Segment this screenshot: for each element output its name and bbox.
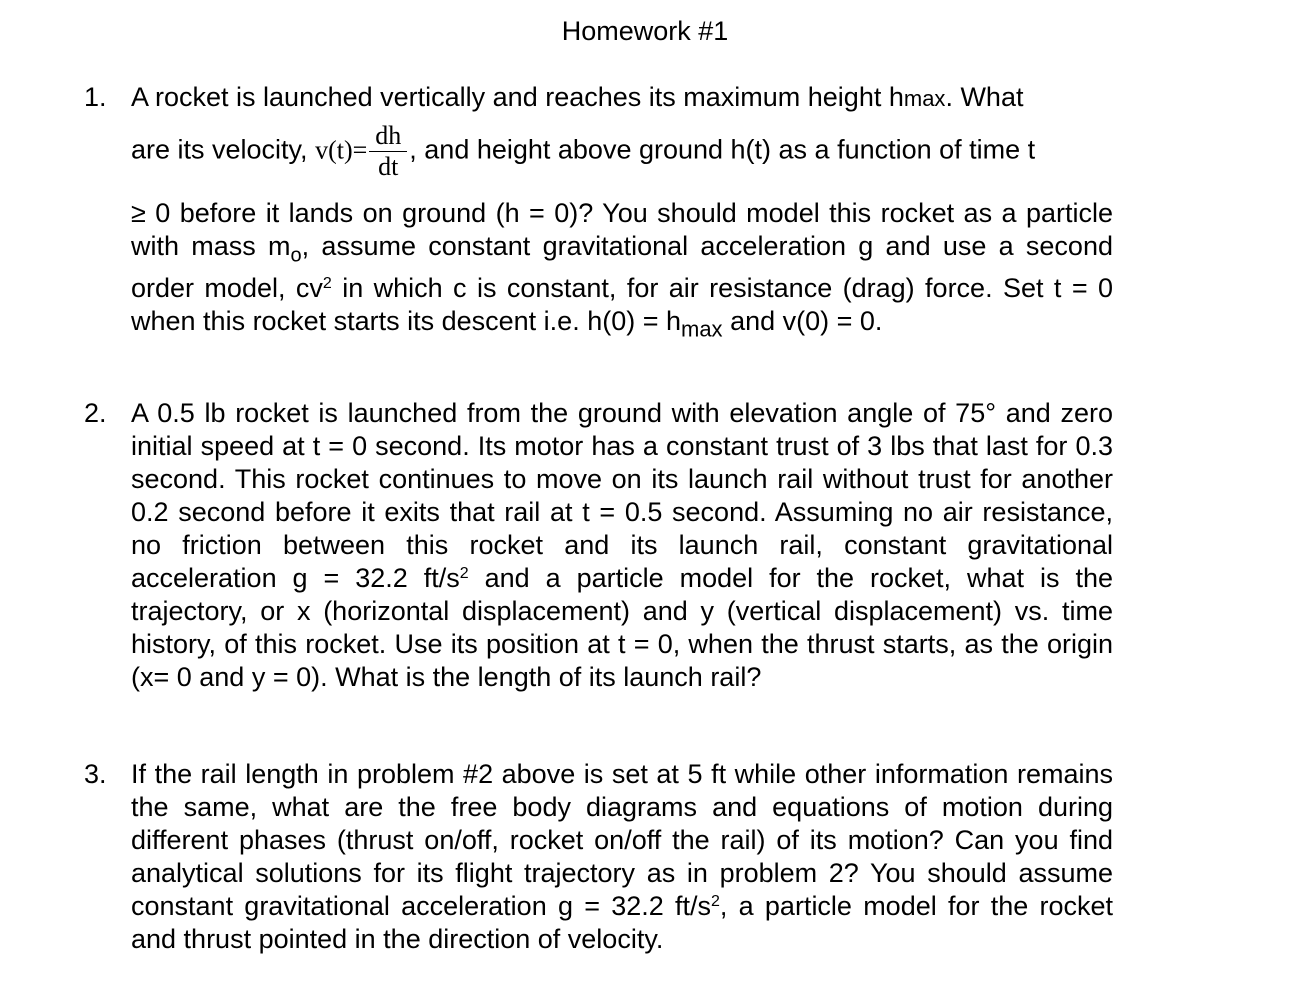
- page-title: Homework #1: [561, 16, 729, 46]
- problem-1-line-2: [131, 121, 1113, 182]
- problem-2-paragraph: [131, 397, 1113, 694]
- problem-1-line-1: [131, 81, 1113, 115]
- hmax-subscript: max: [903, 86, 946, 111]
- problem-1-text-b: , assume constant gravitational acceleration g and use a second order model, cv: [131, 231, 1113, 304]
- velocity-label: are its velocity,: [131, 134, 308, 165]
- problem-1-text-d: and v(0) = 0.: [722, 306, 883, 337]
- problem-1-text-height: , and height above ground h(t) as a function of time t: [409, 134, 1036, 165]
- fraction-numerator: dh: [369, 121, 407, 152]
- problem-2-text-b: and a particle model for the rocket, what is the trajectory, or x (horizontal displacement) and y (vertical displacement) vs. time history, of this rocket. Use its position at t = 0, when the thrust starts, as the origin (x= 0 and y = 0). What is the length of its launch rail?: [131, 563, 1113, 692]
- fraction-denominator: dt: [378, 152, 399, 181]
- problem-number: 1.: [84, 82, 107, 112]
- hmax-subscript-2: max: [681, 316, 723, 342]
- squared-superscript: 2: [459, 565, 469, 582]
- problem-1-text-start: A rocket is launched vertically and reaches its maximum height h: [131, 82, 904, 112]
- problem-1-text-what: . What: [945, 82, 1024, 112]
- problem-3-paragraph: [131, 758, 1113, 956]
- problem-3-text-a: If the rail length in problem #2 above is set at 5 ft while other information remains the same, what are the free body diagrams and equations of motion during different phases (thrust on/off, rocket on/off the rail) of its motion? Can you find analytical solutions for its flight trajectory as in problem 2? You should assume constant gravitational acceleration g = 32.2 ft/s: [131, 759, 1113, 921]
- velocity-formula: v(t)=: [315, 135, 368, 165]
- mass-subscript: o: [290, 244, 302, 267]
- squared-superscript: 2: [711, 893, 720, 910]
- problem-2-text-a: A 0.5 lb rocket is launched from the ground with elevation angle of 75° and zero initial speed at t = 0 second. Its motor has a constant trust of 3 lbs that last for 0.3 second. This rocket continues to move on its launch rail without trust for another 0.2 second before it exits that rail at t = 0.5 second. Assuming no air resistance, no friction between this rocket and its launch rail, constant gravitational acceleration g = 32.2 ft/s: [131, 398, 1113, 593]
- derivative-fraction: [369, 121, 407, 182]
- problem-number: 3.: [84, 759, 107, 789]
- problem-number: 2.: [84, 398, 107, 428]
- squared-superscript: 2: [322, 275, 332, 293]
- problem-1-text-a: ≥ 0 before it lands on ground (h = 0)? You should model this rocket as a particle with mass m: [131, 198, 1113, 261]
- problem-3-text-b: , a particle model for the rocket and thrust pointed in the direction of velocity.: [131, 891, 1114, 954]
- problem-1-text-c: in which c is constant, for air resistance (drag) force. Set t = 0 when this rocket starts its descent i.e. h(0) = h: [131, 273, 1114, 337]
- problem-1-paragraph: [131, 197, 1113, 346]
